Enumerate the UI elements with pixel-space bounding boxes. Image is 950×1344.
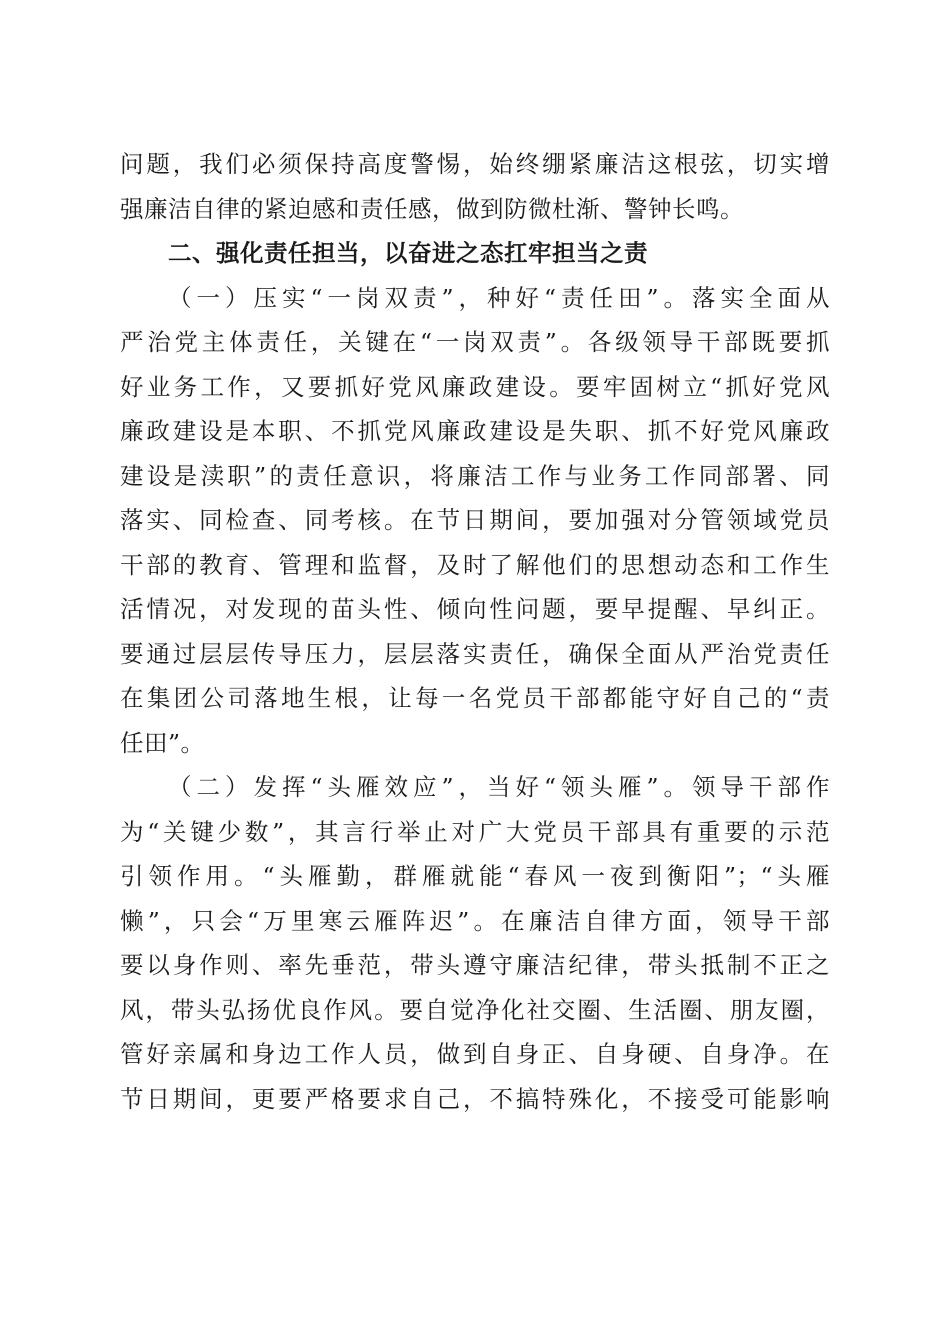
text-line: 好业务工作，又要抓好党风廉政建设。要牢固树立“抓好党风 <box>120 372 830 401</box>
text-line: 要通过层层传导压力，层层落实责任，确保全面从严治党责任 <box>120 639 830 668</box>
text-line: 强廉洁自律的紧迫感和责任感，做到防微杜渐、警钟长鸣。 <box>120 194 744 223</box>
text-line: 节日期间，更要严格要求自己，不搞特殊化，不接受可能影响 <box>120 1084 830 1113</box>
text-line: 管好亲属和身边工作人员，做到自身正、自身硬、自身净。在 <box>120 1040 830 1068</box>
text-line: 落实、同检查、同考核。在节日期间，要加强对分管领域党员 <box>120 506 830 534</box>
text-line: 严治党主体责任，关键在“一岗双责”。各级领导干部既要抓 <box>120 328 830 356</box>
text-line: 引领作用。“头雁勤，群雁就能“春风一夜到衡阳”；“头雁 <box>120 862 830 890</box>
text-line: 任田”。 <box>120 728 205 757</box>
text-line: 活情况，对发现的苗头性、倾向性问题，要早提醒、早纠正。 <box>120 595 830 623</box>
subsection-start-line: （一）压实“一岗双责”，种好“责任田”。落实全面从 <box>168 283 830 312</box>
text-line: 要以身作则、率先垂范，带头遵守廉洁纪律，带头抵制不正之 <box>120 951 830 979</box>
text-line: 问题，我们必须保持高度警惕，始终绷紧廉洁这根弦，切实增 <box>120 150 830 178</box>
text-line: 在集团公司落地生根，让每一名党员干部都能守好自己的“责 <box>120 684 830 712</box>
text-line: 为“关键少数”，其言行举止对广大党员干部具有重要的示范 <box>120 817 830 846</box>
text-line: 懒”，只会“万里寒云雁阵迟”。在廉洁自律方面，领导干部 <box>120 906 830 935</box>
text-line: 风，带头弘扬优良作风。要自觉净化社交圈、生活圈、朋友圈， <box>120 995 830 1024</box>
text-line: 廉政建设是本职、不抓党风廉政建设是失职、抓不好党风廉政 <box>120 417 830 445</box>
text-line: 干部的教育、管理和监督，及时了解他们的思想动态和工作生 <box>120 550 830 579</box>
subsection-start-line: （二）发挥“头雁效应”，当好“领头雁”。领导干部作 <box>168 773 830 801</box>
body-text <box>120 142 830 1121</box>
text-line: 建设是渎职”的责任意识，将廉洁工作与业务工作同部署、同 <box>120 461 830 490</box>
section-heading: 二、强化责任担当，以奋进之态扛牢担当之责 <box>168 239 648 267</box>
